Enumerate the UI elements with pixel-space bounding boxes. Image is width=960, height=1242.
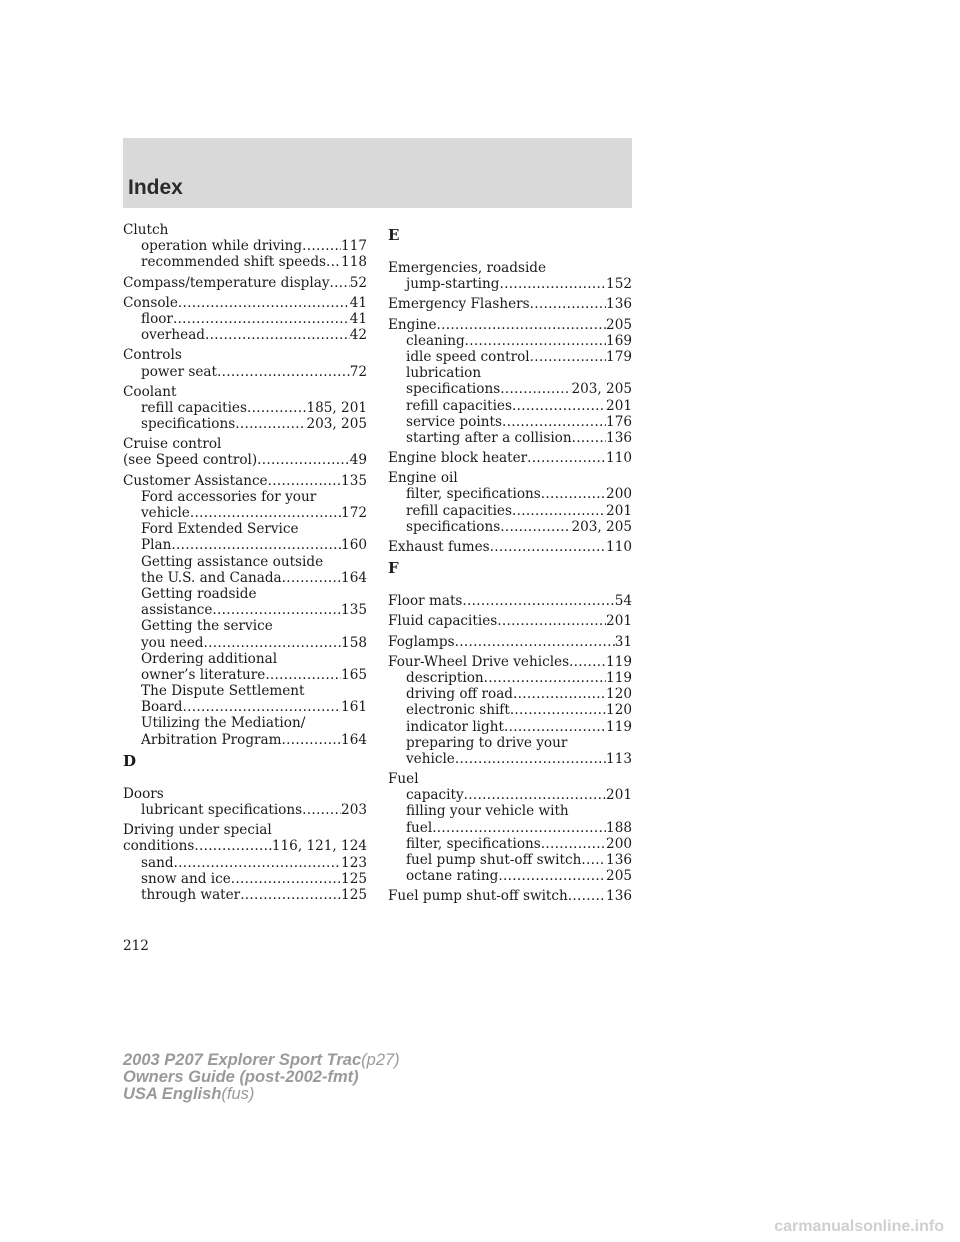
index-subentry [388, 787, 632, 803]
dot-leader [212, 602, 341, 618]
index-term [123, 786, 367, 802]
index-subentry [388, 836, 632, 852]
page-reference: 72 [349, 363, 367, 380]
dot-leader [541, 486, 606, 502]
dot-leader [512, 398, 606, 414]
dot-leader [541, 836, 606, 852]
index-term [123, 473, 367, 489]
index-subentry [123, 400, 367, 416]
entry-text: Emergencies, roadside [388, 260, 547, 276]
dot-leader [217, 364, 350, 380]
page-reference: 205 [606, 316, 632, 333]
index-term [388, 470, 632, 486]
index-subentry [123, 570, 367, 586]
index-subentry [123, 602, 367, 618]
entry-text: Compass/temperature display [123, 274, 330, 291]
page-reference: 119 [606, 669, 632, 686]
footer-language-code: (fus) [221, 1085, 255, 1103]
entry-text: Fuel pump shut-off switch [388, 888, 568, 905]
index-subentry [123, 715, 367, 731]
entry-text: fuel [406, 819, 433, 836]
dot-leader [268, 473, 341, 489]
entry-text: starting after a collision [406, 429, 572, 446]
dot-leader [572, 430, 606, 446]
index-subentry [388, 751, 632, 767]
index-entry [388, 771, 632, 884]
section-letter: E [388, 226, 400, 244]
dot-leader [235, 416, 306, 432]
index-subentry [388, 276, 632, 292]
footer-guide: Owners Guide (post-2002-fmt) [123, 1068, 359, 1086]
dot-leader [282, 570, 341, 586]
index-subentry [388, 349, 632, 365]
dot-leader [194, 838, 272, 854]
page-reference: 110 [606, 450, 632, 467]
entry-text: Ford accessories for your [141, 488, 317, 505]
index-subentry [123, 254, 367, 270]
entry-text: preparing to drive your [406, 734, 568, 751]
dot-leader [330, 275, 350, 291]
page-reference: 203, 205 [571, 518, 632, 535]
entry-text: snow and ice [141, 870, 231, 887]
index-term [388, 634, 632, 650]
index-term [388, 593, 632, 609]
index-term [123, 275, 367, 291]
index-column-right [388, 222, 632, 909]
entry-text: Plan [141, 537, 172, 554]
index-subentry [123, 651, 367, 667]
index-entry [123, 436, 367, 468]
entry-text: Controls [123, 347, 182, 364]
index-subentry [388, 803, 632, 819]
dot-leader [498, 868, 606, 884]
index-subentry [388, 365, 632, 381]
dot-leader [240, 887, 341, 903]
page-reference: 205 [606, 868, 632, 885]
page-reference: 135 [341, 472, 367, 489]
index-term [123, 222, 367, 238]
entry-text: Emergency Flashers [388, 296, 530, 313]
page-reference: 123 [341, 854, 367, 871]
page-reference: 125 [341, 886, 367, 903]
page-reference: 119 [606, 653, 632, 670]
index-term [388, 654, 632, 670]
page-reference: 201 [606, 397, 632, 414]
dot-leader [569, 654, 606, 670]
index-subentry [123, 887, 367, 903]
section-letter: D [123, 751, 137, 770]
dot-leader [437, 317, 607, 333]
dot-leader [512, 503, 606, 519]
page-reference: 200 [606, 835, 632, 852]
dot-leader [500, 519, 571, 535]
index-subentry [123, 311, 367, 327]
index-subentry [388, 702, 632, 718]
dot-leader [581, 852, 606, 868]
entry-text: Ford Extended Service [141, 521, 299, 538]
index-subentry [388, 670, 632, 686]
index-term [388, 613, 632, 629]
dot-leader [490, 539, 606, 555]
entry-text: power seat [141, 363, 217, 380]
entry-text: cleaning [406, 332, 465, 349]
page-reference: 136 [606, 888, 632, 905]
index-subentry [123, 554, 367, 570]
index-term [388, 888, 632, 904]
index-entry [388, 470, 632, 535]
index-entry [388, 888, 632, 904]
dot-leader [484, 670, 606, 686]
index-entry [388, 539, 632, 555]
entry-text: specifications [141, 416, 236, 433]
dot-leader [500, 381, 571, 397]
entry-text: specifications [406, 381, 501, 398]
page-reference: 42 [349, 327, 367, 344]
index-entry [388, 613, 632, 629]
dot-leader [465, 333, 606, 349]
index-subentry [123, 416, 367, 432]
page-reference: 136 [606, 852, 632, 868]
dot-leader [527, 450, 606, 466]
dot-leader [462, 593, 614, 609]
watermark: carmanualsonline.info [774, 1218, 944, 1235]
dot-leader [464, 787, 606, 803]
page-reference: 52 [349, 274, 367, 291]
entry-text: Engine block heater [388, 450, 528, 467]
page-reference: 169 [606, 332, 632, 349]
entry-text: driving off road [406, 686, 514, 703]
index-entry [123, 347, 367, 379]
index-term [123, 838, 367, 854]
section-letter: F [388, 559, 399, 578]
dot-leader [204, 635, 342, 651]
entry-text: Arbitration Program [141, 731, 282, 748]
index-subentry [123, 871, 367, 887]
entry-text: owner’s literature [141, 666, 266, 683]
entry-text: Utilizing the Mediation/ [141, 715, 306, 732]
footer-model: 2003 P207 Explorer Sport Trac [123, 1051, 362, 1069]
entry-text: Fuel [388, 771, 419, 788]
index-subentry [388, 519, 632, 535]
index-entry [388, 450, 632, 466]
page-reference: 136 [606, 296, 632, 313]
entry-text: refill capacities [141, 399, 247, 416]
index-subentry [388, 686, 632, 702]
entry-text: Engine [388, 316, 437, 333]
page-reference: 118 [341, 254, 367, 271]
dot-leader [205, 327, 350, 343]
entry-text: Clutch [123, 222, 169, 238]
page-reference: 136 [606, 429, 632, 446]
page-reference: 201 [606, 787, 632, 804]
page-reference: 31 [614, 633, 632, 650]
dot-leader [455, 751, 606, 767]
index-entry [123, 222, 367, 271]
entry-text: Getting assistance outside [141, 553, 324, 570]
entry-text: jump-starting [406, 276, 500, 293]
index-subentry [388, 398, 632, 414]
dot-leader [173, 311, 350, 327]
dot-leader [178, 295, 350, 311]
index-term [123, 295, 367, 311]
index-term [123, 384, 367, 400]
index-subentry [123, 238, 367, 254]
index-subentry [388, 333, 632, 349]
entry-text: Foglamps [388, 633, 455, 650]
page-reference: 201 [606, 613, 632, 630]
dot-leader [432, 820, 606, 836]
entry-text: Doors [123, 785, 164, 802]
header-band [123, 138, 632, 208]
entry-text: sand [141, 854, 174, 871]
index-subentry [123, 327, 367, 343]
index-entry [388, 260, 632, 292]
index-subentry [123, 521, 367, 537]
index-subentry [388, 820, 632, 836]
dot-leader [568, 888, 606, 904]
dot-leader [502, 414, 606, 430]
dot-leader [182, 699, 341, 715]
index-subentry [123, 586, 367, 602]
dot-leader [510, 702, 606, 718]
entry-text: indicator light [406, 718, 504, 735]
dot-leader [530, 349, 606, 365]
entry-text: lubricant specifications [141, 802, 303, 818]
entry-text: Exhaust fumes [388, 539, 490, 555]
entry-text: Customer Assistance [123, 472, 268, 489]
entry-text: conditions [123, 838, 195, 855]
index-entry [388, 317, 632, 447]
index-entry [388, 654, 632, 767]
entry-text: (see Speed control) [123, 452, 258, 469]
index-subentry [123, 364, 367, 380]
index-term [388, 296, 632, 312]
index-subentry [388, 381, 632, 397]
page-reference: 117 [341, 238, 367, 255]
page-reference: 188 [606, 819, 632, 836]
entry-text: assistance [141, 602, 213, 619]
index-subentry [123, 699, 367, 715]
entry-text: Console [123, 294, 178, 311]
entry-text: Board [141, 699, 183, 716]
entry-text: overhead [141, 327, 206, 344]
index-subentry [123, 855, 367, 871]
index-subentry [123, 489, 367, 505]
page-title: Index [128, 176, 183, 199]
page-reference: 200 [606, 486, 632, 503]
entry-text: Getting roadside [141, 585, 257, 602]
index-entry [388, 634, 632, 650]
index-term [388, 771, 632, 787]
index-subentry [388, 735, 632, 751]
entry-text: floor [141, 310, 173, 327]
entry-text: octane rating [406, 868, 499, 885]
page-reference: 160 [341, 537, 367, 554]
page-reference: 120 [606, 702, 632, 719]
entry-text: lubrication [406, 365, 482, 382]
page-reference: 41 [349, 294, 367, 311]
page-reference: 165 [341, 666, 367, 683]
entry-text: Ordering additional [141, 650, 278, 667]
page-reference: 203 [341, 802, 367, 818]
index-term [123, 436, 367, 452]
entry-text: service points [406, 413, 502, 430]
dot-leader [257, 452, 350, 468]
dot-leader [504, 719, 606, 735]
entry-text: Cruise control [123, 436, 222, 453]
index-term [123, 347, 367, 363]
index-subentry [388, 430, 632, 446]
entry-text: Floor mats [388, 593, 463, 610]
dot-leader [265, 667, 341, 683]
page-reference: 120 [606, 686, 632, 703]
index-entry [388, 296, 632, 312]
index-entry [123, 473, 367, 748]
index-subentry [388, 852, 632, 868]
footer-language: USA English [123, 1085, 222, 1103]
dot-leader [302, 802, 341, 818]
dot-leader [174, 855, 342, 871]
page-reference: 113 [606, 750, 632, 767]
index-subentry [388, 868, 632, 884]
entry-text: vehicle [141, 505, 190, 521]
dot-leader [171, 537, 341, 553]
entry-text: Engine oil [388, 470, 458, 487]
index-subentry [388, 414, 632, 430]
entry-text: fuel pump shut-off switch [406, 852, 582, 868]
dot-leader [247, 400, 307, 416]
dot-leader [190, 505, 341, 521]
index-entry [123, 786, 367, 818]
entry-text: Four-Wheel Drive vehicles [388, 653, 570, 670]
index-term [123, 452, 367, 468]
page-reference: 185, 201 [306, 399, 367, 416]
index-entry [123, 295, 367, 344]
page-reference: 203, 205 [306, 416, 367, 433]
index-subentry [123, 732, 367, 748]
index-entry [123, 275, 367, 291]
dot-leader [282, 732, 342, 748]
index-subentry [123, 635, 367, 651]
entry-text: The Dispute Settlement [141, 683, 305, 700]
dot-leader [455, 634, 615, 650]
index-subentry [388, 503, 632, 519]
page-reference: 176 [606, 413, 632, 430]
entry-text: idle speed control [406, 348, 530, 365]
index-entry [123, 822, 367, 903]
index-subentry [388, 486, 632, 502]
entry-text: through water [141, 886, 241, 903]
page-reference: 125 [341, 870, 367, 887]
dot-leader [499, 276, 606, 292]
page-reference: 49 [349, 452, 367, 469]
page-reference: 164 [341, 569, 367, 586]
page-reference: 110 [606, 539, 632, 555]
dot-leader [530, 296, 606, 312]
entry-text: specifications [406, 518, 501, 535]
index-column-left [123, 222, 367, 907]
index-subentry [123, 537, 367, 553]
index-entry [123, 384, 367, 433]
page-reference: 135 [341, 602, 367, 619]
index-subentry [123, 505, 367, 521]
page-reference: 116, 121, 124 [271, 838, 367, 855]
dot-leader [513, 686, 606, 702]
page-number: 212 [123, 938, 149, 954]
page-reference: 158 [341, 634, 367, 651]
index-subentry [388, 719, 632, 735]
entry-text: recommended shift speeds [141, 254, 327, 271]
page-reference: 161 [341, 699, 367, 716]
entry-text: capacity [406, 787, 464, 804]
entry-text: filter, specifications [406, 835, 541, 852]
page-reference: 54 [614, 593, 632, 610]
page-reference: 179 [606, 348, 632, 365]
document-footer [123, 1052, 400, 1103]
entry-text: Coolant [123, 383, 177, 400]
entry-text: refill capacities [406, 397, 512, 414]
index-entry [388, 593, 632, 609]
page-reference: 172 [341, 505, 367, 521]
page-reference: 201 [606, 502, 632, 519]
page-reference: 203, 205 [571, 381, 632, 398]
entry-text: electronic shift [406, 702, 510, 719]
dot-leader [497, 613, 606, 629]
index-subentry [123, 618, 367, 634]
entry-text: filling your vehicle with [406, 803, 569, 820]
index-term [388, 450, 632, 466]
page-reference: 152 [606, 276, 632, 293]
index-term [388, 260, 632, 276]
dot-leader [302, 238, 341, 254]
entry-text: Driving under special [123, 822, 272, 839]
entry-text: the U.S. and Canada [141, 569, 282, 586]
entry-text: description [406, 669, 484, 686]
page-reference: 164 [341, 731, 367, 748]
index-subentry [123, 683, 367, 699]
index-subentry [123, 802, 367, 818]
entry-text: filter, specifications [406, 486, 541, 503]
index-term [123, 822, 367, 838]
entry-text: refill capacities [406, 502, 512, 519]
page-reference: 119 [606, 718, 632, 735]
entry-text: Getting the service [141, 618, 273, 635]
dot-leader [231, 871, 341, 887]
index-term [388, 317, 632, 333]
index-term [388, 539, 632, 555]
dot-leader [326, 254, 341, 270]
entry-text: operation while driving [141, 238, 303, 255]
entry-text: vehicle [406, 750, 455, 767]
entry-text: you need [141, 634, 204, 651]
index-subentry [123, 667, 367, 683]
page-reference: 41 [349, 310, 367, 327]
entry-text: Fluid capacities [388, 613, 498, 630]
footer-model-code: (p27) [361, 1051, 400, 1069]
